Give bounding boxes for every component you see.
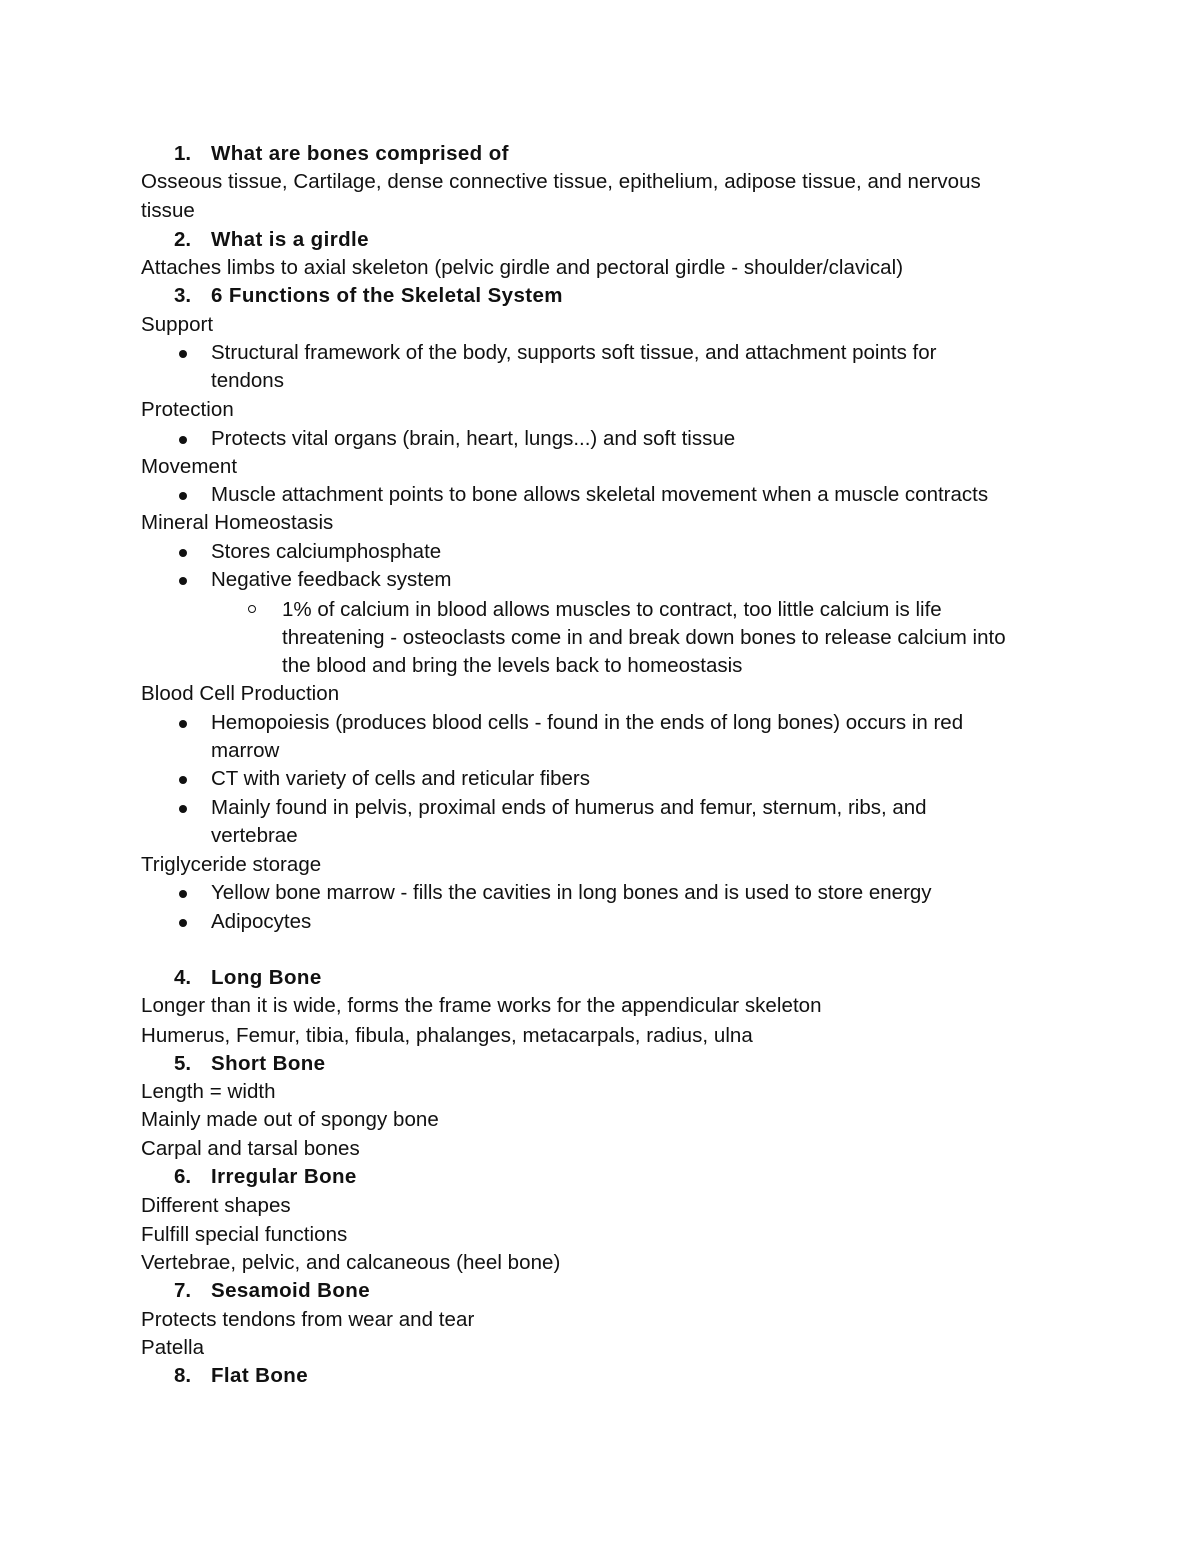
section-heading: 6 Functions of the Skeletal System: [211, 284, 563, 307]
body-text: Attaches limbs to axial skeleton (pelvic girdle and pectoral girdle - shoulder/clavical): [141, 256, 904, 279]
subheading: Protection: [141, 398, 234, 421]
bullet-icon: [179, 549, 187, 557]
section-heading: Long Bone: [211, 966, 322, 989]
body-text: tissue: [141, 199, 195, 222]
bullet-text: Adipocytes: [211, 910, 312, 933]
section-heading: Irregular Bone: [211, 1165, 357, 1188]
bullet-icon: [179, 919, 187, 927]
subheading: Blood Cell Production: [141, 682, 340, 705]
sub-bullet-text: the blood and bring the levels back to homeostasis: [282, 654, 743, 677]
bullet-icon: [179, 436, 187, 444]
section-number: 1.: [174, 142, 192, 165]
bullet-text: Protects vital organs (brain, heart, lungs...) and soft tissue: [211, 427, 736, 450]
section-number: 5.: [174, 1052, 192, 1075]
bullet-text: Negative feedback system: [211, 568, 452, 591]
bullet-icon: [179, 492, 187, 500]
bullet-text: tendons: [211, 369, 284, 392]
bullet-icon: [179, 776, 187, 784]
body-text: Vertebrae, pelvic, and calcaneous (heel bone): [141, 1251, 561, 1274]
subheading: Mineral Homeostasis: [141, 511, 334, 534]
body-text: Mainly made out of spongy bone: [141, 1108, 439, 1131]
section-heading: What are bones comprised of: [211, 142, 509, 165]
body-text: Carpal and tarsal bones: [141, 1137, 360, 1160]
bullet-icon: [179, 350, 187, 358]
sub-bullet-text: 1% of calcium in blood allows muscles to contract, too little calcium is life: [282, 598, 942, 621]
subheading: Support: [141, 313, 214, 336]
bullet-text: CT with variety of cells and reticular fibers: [211, 767, 591, 790]
bullet-text: Hemopoiesis (produces blood cells - found in the ends of long bones) occurs in red: [211, 711, 964, 734]
bullet-text: Muscle attachment points to bone allows skeletal movement when a muscle contracts: [211, 483, 989, 506]
bullet-text: Mainly found in pelvis, proximal ends of humerus and femur, sternum, ribs, and: [211, 796, 927, 819]
sub-bullet-icon: [248, 605, 256, 613]
subheading: Movement: [141, 455, 238, 478]
section-number: 4.: [174, 966, 192, 989]
section-number: 3.: [174, 284, 192, 307]
section-heading: Flat Bone: [211, 1364, 308, 1387]
section-heading: What is a girdle: [211, 228, 369, 251]
bullet-icon: [179, 577, 187, 585]
bullet-text: marrow: [211, 739, 280, 762]
bullet-text: Yellow bone marrow - fills the cavities in long bones and is used to store energy: [211, 881, 932, 904]
body-text: Different shapes: [141, 1194, 291, 1217]
section-heading: Short Bone: [211, 1052, 326, 1075]
sub-bullet-text: threatening - osteoclasts come in and break down bones to release calcium into: [282, 626, 1006, 649]
section-number: 7.: [174, 1279, 192, 1302]
section-number: 2.: [174, 228, 192, 251]
bullet-text: Structural framework of the body, supports soft tissue, and attachment points for: [211, 341, 937, 364]
body-text: Length = width: [141, 1080, 276, 1103]
bullet-icon: [179, 805, 187, 813]
body-text: Humerus, Femur, tibia, fibula, phalanges, metacarpals, radius, ulna: [141, 1024, 753, 1047]
section-number: 8.: [174, 1364, 192, 1387]
section-heading: Sesamoid Bone: [211, 1279, 370, 1302]
bullet-text: Stores calciumphosphate: [211, 540, 442, 563]
body-text: Osseous tissue, Cartilage, dense connective tissue, epithelium, adipose tissue, and nervous: [141, 170, 981, 193]
body-text: Protects tendons from wear and tear: [141, 1308, 475, 1331]
section-number: 6.: [174, 1165, 192, 1188]
body-text: Patella: [141, 1336, 205, 1359]
bullet-icon: [179, 890, 187, 898]
body-text: Longer than it is wide, forms the frame works for the appendicular skeleton: [141, 994, 822, 1017]
bullet-icon: [179, 720, 187, 728]
bullet-text: vertebrae: [211, 824, 298, 847]
subheading: Triglyceride storage: [141, 853, 322, 876]
body-text: Fulfill special functions: [141, 1223, 348, 1246]
